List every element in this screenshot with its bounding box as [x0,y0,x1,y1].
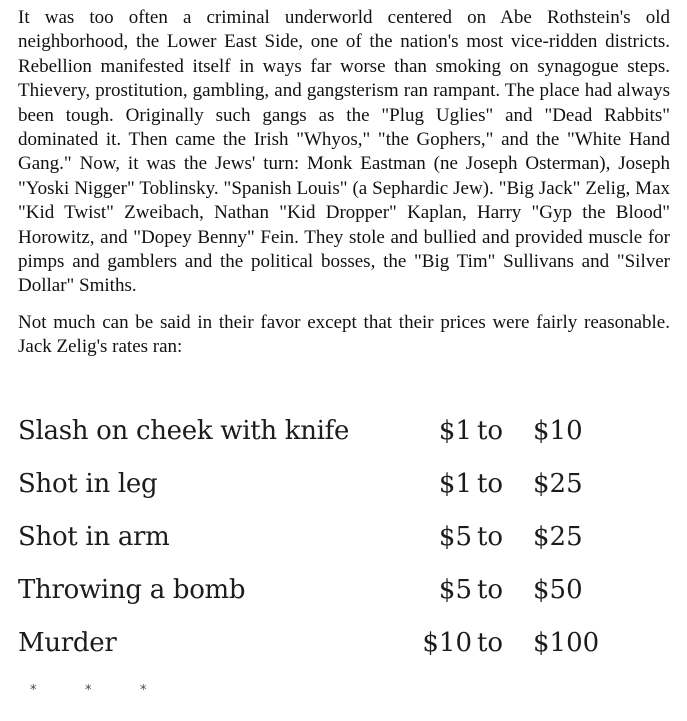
rate-row [18,518,618,571]
rate-low: $1 [438,416,472,446]
rate-to: to [476,416,504,446]
rate-high: $50 [533,575,583,605]
rate-to: to [476,575,504,605]
rate-service: Shot in leg [18,469,158,499]
rate-to: to [476,628,504,658]
rate-high: $25 [533,522,583,552]
separator-star: * [30,683,37,698]
section-separator [30,683,195,698]
rate-service: Shot in arm [18,522,170,552]
rate-row [18,412,618,465]
rate-row [18,624,618,677]
rate-row [18,465,618,518]
paragraph-gangs: It was too often a criminal underworld centered on Abe Rothstein's old neighborhood, the Lower East Side, one of the nation's most vice-ridden districts. Rebellion manifested itself in ways far worse than smoking on synagogue steps. Thievery, prostitution, gambling, and gangsterism ran rampant. The place had always been tough. Originally such gangs as the "Plug Uglies" and "Dead Rabbits" dominated it. Then came the Irish "Whyos," "the Gophers," and the "White Hand Gang." Now, it was the Jews' turn: Monk Eastman (ne Joseph Osterman), Joseph "Yoski Nigger" Toblinsky. "Spanish Louis" (a Sephardic Jew). "Big Jack" Zelig, Max "Kid Twist" Zweibach, Nathan "Kid Dropper" Kaplan, Harry "Gyp the Blood" Horowitz, and "Dopey Benny" Fein. They stole and bullied and provided muscle for pimps and gamblers and the political bosses, the "Big Tim" Sullivans and "Silver Dollar" Smiths. [18,7,670,297]
separator-star: * [140,683,147,698]
rates-table [18,412,618,677]
rate-service: Slash on cheek with knife [18,416,350,446]
rate-to: to [476,469,504,499]
rate-high: $25 [533,469,583,499]
rate-to: to [476,522,504,552]
rate-low: $5 [438,522,472,552]
rate-low: $10 [422,628,472,658]
rate-high: $100 [533,628,600,658]
rate-service: Murder [18,628,117,658]
rate-low: $5 [438,575,472,605]
paragraph-rates-intro: Not much can be said in their favor except that their prices were fairly reasonable. Jack Zelig's rates ran: [18,311,670,358]
rate-service: Throwing a bomb [18,575,246,605]
separator-star: * [85,683,92,698]
rate-low: $1 [438,469,472,499]
article-body [18,6,670,360]
rate-row [18,571,618,624]
rate-high: $10 [533,416,583,446]
